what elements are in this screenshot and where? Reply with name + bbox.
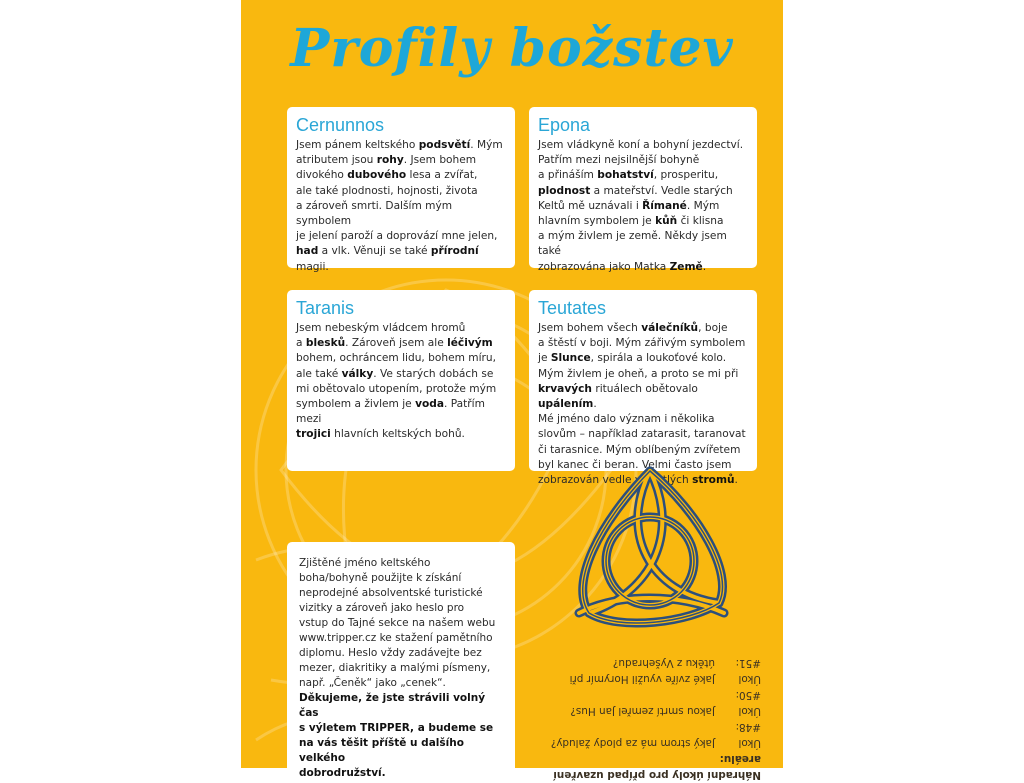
bold-term: upálením (538, 398, 594, 411)
text-run: rituálech obětovalo (591, 382, 698, 395)
text-run: Jsem vládkyně koní a bohyní jezdectví. Patřím mezi nejsilnější bohyně a přináším (538, 139, 744, 182)
text-run: . Patřím mezi (296, 398, 485, 426)
text-run: a vlk. Věnuji se také (318, 245, 431, 258)
text-run: lesa a zvířat, ale také plodnosti, hojnosti, života a zároveň smrti. Dalším mým symbolem je jelení paroží a doprovází mne jelen, (296, 169, 498, 243)
bold-term: válečníků (641, 322, 699, 334)
page-title: Profily božstev (290, 18, 734, 79)
text-run: . Mé jméno dalo význam i několika slovům – například zatarasit, taranovat či tarasnice. Mým oblíbeným zvířetem byl kanec či beran. Velmi často jsem zobrazován vedle vzrostlých (538, 398, 746, 487)
card-epona (529, 107, 757, 273)
task-number: Úkol #50: (735, 689, 761, 717)
bold-term: přírodní (430, 245, 479, 258)
card-taranis-text (296, 321, 505, 443)
text-run: . Mým atributem jsou (296, 139, 503, 167)
text-run: , spirála a loukoťové kolo. Mým živlem je oheň, a proto se mi při (538, 352, 739, 380)
text-run: Jsem pánem keltského (296, 139, 419, 151)
text-run: , boje a štěstí v boji. Mým zářivým symbolem je (538, 322, 746, 365)
bold-term: války (341, 367, 374, 380)
bold-term: léčivým (447, 337, 493, 350)
task-row (525, 655, 761, 687)
text-run: či klisna a mým živlem je země. Někdy jsem také zobrazována jako Matka (538, 215, 727, 273)
text-run: a mateřství. Vedle starých Keltů mě uznávali i (538, 184, 733, 212)
bold-term: Slunce (550, 352, 591, 365)
text-run: bohem, ochráncem lidu, bohem míru, ale také (296, 352, 496, 380)
info-thanks: Děkujeme, že jste strávili volný čas s výletem TRIPPER, a budeme se na vás těšit příště u dalšího velkého dobrodružství. (299, 692, 494, 779)
bold-term: had (296, 245, 319, 258)
bold-term: trojici (296, 428, 331, 441)
bold-term: plodnost (538, 184, 591, 197)
text-run: . (734, 474, 738, 487)
bold-term: blesků (305, 337, 346, 350)
text-run: Jsem nebeským vládcem hromů a (296, 322, 466, 350)
text-run: . (702, 260, 707, 273)
card-cernunnos-title: Cernunnos (296, 115, 385, 135)
task-question: Jakou smrtí zemřel Jan Hus? (570, 705, 715, 717)
text-run: . Mým hlavním symbolem je (538, 199, 720, 228)
task-number: Úkol #48: (735, 721, 761, 749)
card-cernunnos-text (296, 138, 505, 275)
triquetra-knot-illustration (559, 463, 741, 631)
text-run: . Jsem bohem divokého (296, 154, 477, 182)
bold-term: rohy (376, 154, 404, 167)
card-info (287, 542, 515, 779)
task-row (525, 687, 761, 719)
bold-term: stromů (692, 474, 735, 487)
bold-term: podsvětí (418, 139, 471, 151)
bold-term: kůň (655, 215, 678, 228)
bold-term: dubového (347, 169, 407, 182)
task-question: Jaké zvíře využil Horymír při útěku z Vyšehradu? (569, 657, 715, 685)
text-run: . Ve starých dobách se mi obětovalo utopením, protože mým symbolem a živlem je (296, 367, 497, 411)
tasks-heading: Náhradní úkoly pro případ uzavření areálu: (553, 753, 761, 781)
replacement-tasks (525, 655, 761, 783)
task-row (525, 719, 761, 751)
card-teutates (529, 290, 757, 487)
info-instructions: Zjištěné jméno keltského boha/bohyně použijte k získání neprodejné absolventské turistické vizitky a zároveň jako heslo pro vstup do Tajné sekce na našem webu www.tripper.cz ke stažení pamětního diplomu. Heslo vždy zadávejte bez mezer, diakritiky a malými písmeny, např. „Čeněk“ jako „cenek“. (299, 557, 496, 689)
text-run: , prosperitu, (653, 169, 719, 182)
card-teutates-title: Teutates (538, 298, 607, 318)
card-cernunnos (287, 107, 515, 273)
bold-term: bohatství (597, 169, 654, 182)
task-number: Úkol #51: (735, 657, 761, 685)
text-run: hlavních keltských bohů. (330, 428, 465, 441)
bold-term: Země (669, 260, 703, 273)
text-run: . Zároveň jsem ale (345, 337, 448, 350)
card-taranis-title: Taranis (296, 298, 355, 318)
card-epona-title: Epona (538, 115, 591, 135)
bold-term: voda (415, 398, 444, 411)
info-text (299, 556, 505, 781)
card-taranis (287, 290, 515, 471)
bold-term: Římané (642, 199, 687, 212)
text-run: Jsem bohem všech (538, 322, 642, 334)
card-epona-text (538, 138, 747, 275)
poster (241, 0, 783, 781)
bold-term: krvavých (538, 382, 592, 395)
task-question: Jaký strom má za plody žaludy? (550, 737, 715, 749)
text-run: magii. (296, 260, 329, 273)
